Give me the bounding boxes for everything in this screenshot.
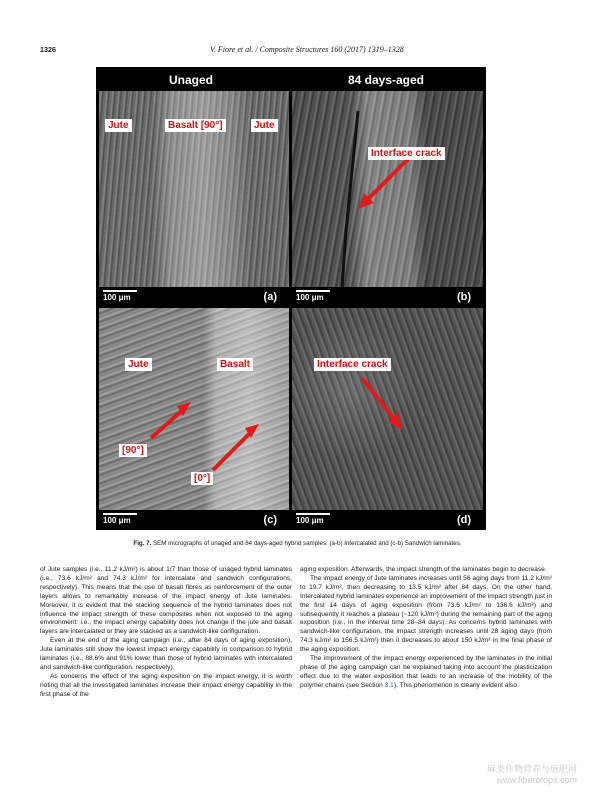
watermark-cn: 麻类作物营养与施肥网: [486, 764, 577, 774]
panel-label-c: (c): [263, 514, 277, 526]
scale-bar-line: [103, 290, 137, 292]
tag-interface-crack-b: Interface crack: [368, 147, 445, 160]
tag-interface-crack-d: Interface crack: [314, 358, 391, 371]
scale-bar-label: 100 μm: [103, 516, 131, 525]
tag-90-c: [90°]: [119, 444, 147, 457]
page-number: 1326: [40, 45, 56, 54]
section-link[interactable]: 3.1: [384, 681, 394, 689]
panel-b: [292, 91, 483, 305]
scale-bar-label: 100 μm: [296, 516, 324, 525]
scale-bar-label: 100 μm: [103, 293, 131, 302]
tag-jute-right: Jute: [251, 119, 278, 132]
arrow-d: [292, 308, 483, 510]
paragraph: As concerns the effect of the aging exposition on the impact energy, it is worth noting that all the investigated laminates increase their impact energy capability in the first phase of the: [40, 672, 292, 698]
panel-a: [99, 91, 289, 305]
figure-caption: [40, 540, 555, 547]
panel-label-b: (b): [456, 291, 471, 303]
journal-citation: V. Fiore et al. / Composite Structures 160 (2017) 1319–1328: [210, 45, 404, 54]
panel-label-a: (a): [263, 291, 277, 303]
page-header: [40, 45, 555, 57]
tag-basalt-c: Basalt: [217, 358, 253, 371]
paragraph: of Jute samples (i.e., 11.2 kJ/m²) is about 1/7 than those of unaged hybrid laminates (i.e., 73.6 kJ/m² and 74.3 kJ/m² for intercalate and sandwich configurations, respectively). This means that the use of basalt fibres as reinforcement of the outer layers allows to remarkably increase of the impact energy of Jute laminates. Moreover, it is evident that the stacking sequence of the hybrid laminates does not influence the impact strength of these composites when not exposed to the aging environment: i.e., the impact energy capability does not change if the jute and basalt layers are intercalated or they are stacked as a sandwich-like configuration.: [40, 566, 292, 636]
paragraph: Even at the end of the aging campaign (i.e., after 84 days of aging exposition), Jute laminates still show the lowest impact energy capability in comparison to hybrid laminates (i.e., 88.6% and 91% lower than those of hybrid laminates with intercalated and sandwich-like configuration, respectively).: [40, 637, 292, 671]
paragraph: The improvement of the impact energy experienced by the laminates in the initial phase of the aging campaign can be explained taking into account the plasticization effect due to the water exposition that leads to an increase of the mobility of the polymer chains (see Section 3.1). This phenomenon is clearly evident also: [300, 655, 552, 689]
caption-text: SEM micrographs of unaged and 84 days-aged hybrid samples: (a-b) Intercalated and (c-b) Sandwich laminates.: [153, 540, 462, 547]
tag-basalt-90: Basalt [90°]: [165, 119, 226, 132]
paragraph: The impact energy of Jute laminates increases until 56 aging days from 11.2 kJ/m² to 19.7 kJ/m², then decreasing to 13.5 kJ/m² after 84 days. On the other hand, Intercalated hybrid laminates experience an improvement of the impact strength just in the first 14 days of aging exposition (from 73.6 kJ/m² to 136.6 kJ/m²) and subsequently it reaches a plateau (~120 kJ/m²) during the remaining part of the aging exposition (i.e., in the interval time 28–84 days). As concerns hybrid laminates with sandwich-like configuration, the impact strength increases until 28 aging days (from 74.3 kJ/m² to 156.5 kJ/m²) then it decreases to about 150 kJ/m² in the final phase of the aging exposition.: [300, 574, 552, 654]
panel-label-d: (d): [456, 514, 471, 526]
column-title-unaged: Unaged: [168, 73, 213, 87]
paragraph: aging exposition. Afterwards, the impact strength of the laminates begin to decrease.: [300, 566, 547, 573]
body-column-right: [300, 566, 552, 691]
panel-d: [292, 308, 483, 528]
arrow-b: [364, 157, 410, 203]
tag-jute-c: Jute: [125, 358, 152, 371]
panel-c: [99, 308, 289, 528]
scale-bar-label: 100 μm: [296, 293, 324, 302]
tag-0-c: [0°]: [191, 472, 213, 485]
caption-label: Fig. 7.: [133, 540, 152, 547]
body-column-left: [40, 566, 292, 700]
crack-line-b: [292, 91, 483, 287]
watermark-url: www.fibercrops.com: [496, 775, 577, 785]
column-title-aged: 84 days-aged: [347, 73, 425, 87]
tag-jute-left: Jute: [105, 119, 132, 132]
sem-figure: [96, 67, 486, 530]
watermark: [487, 764, 577, 786]
